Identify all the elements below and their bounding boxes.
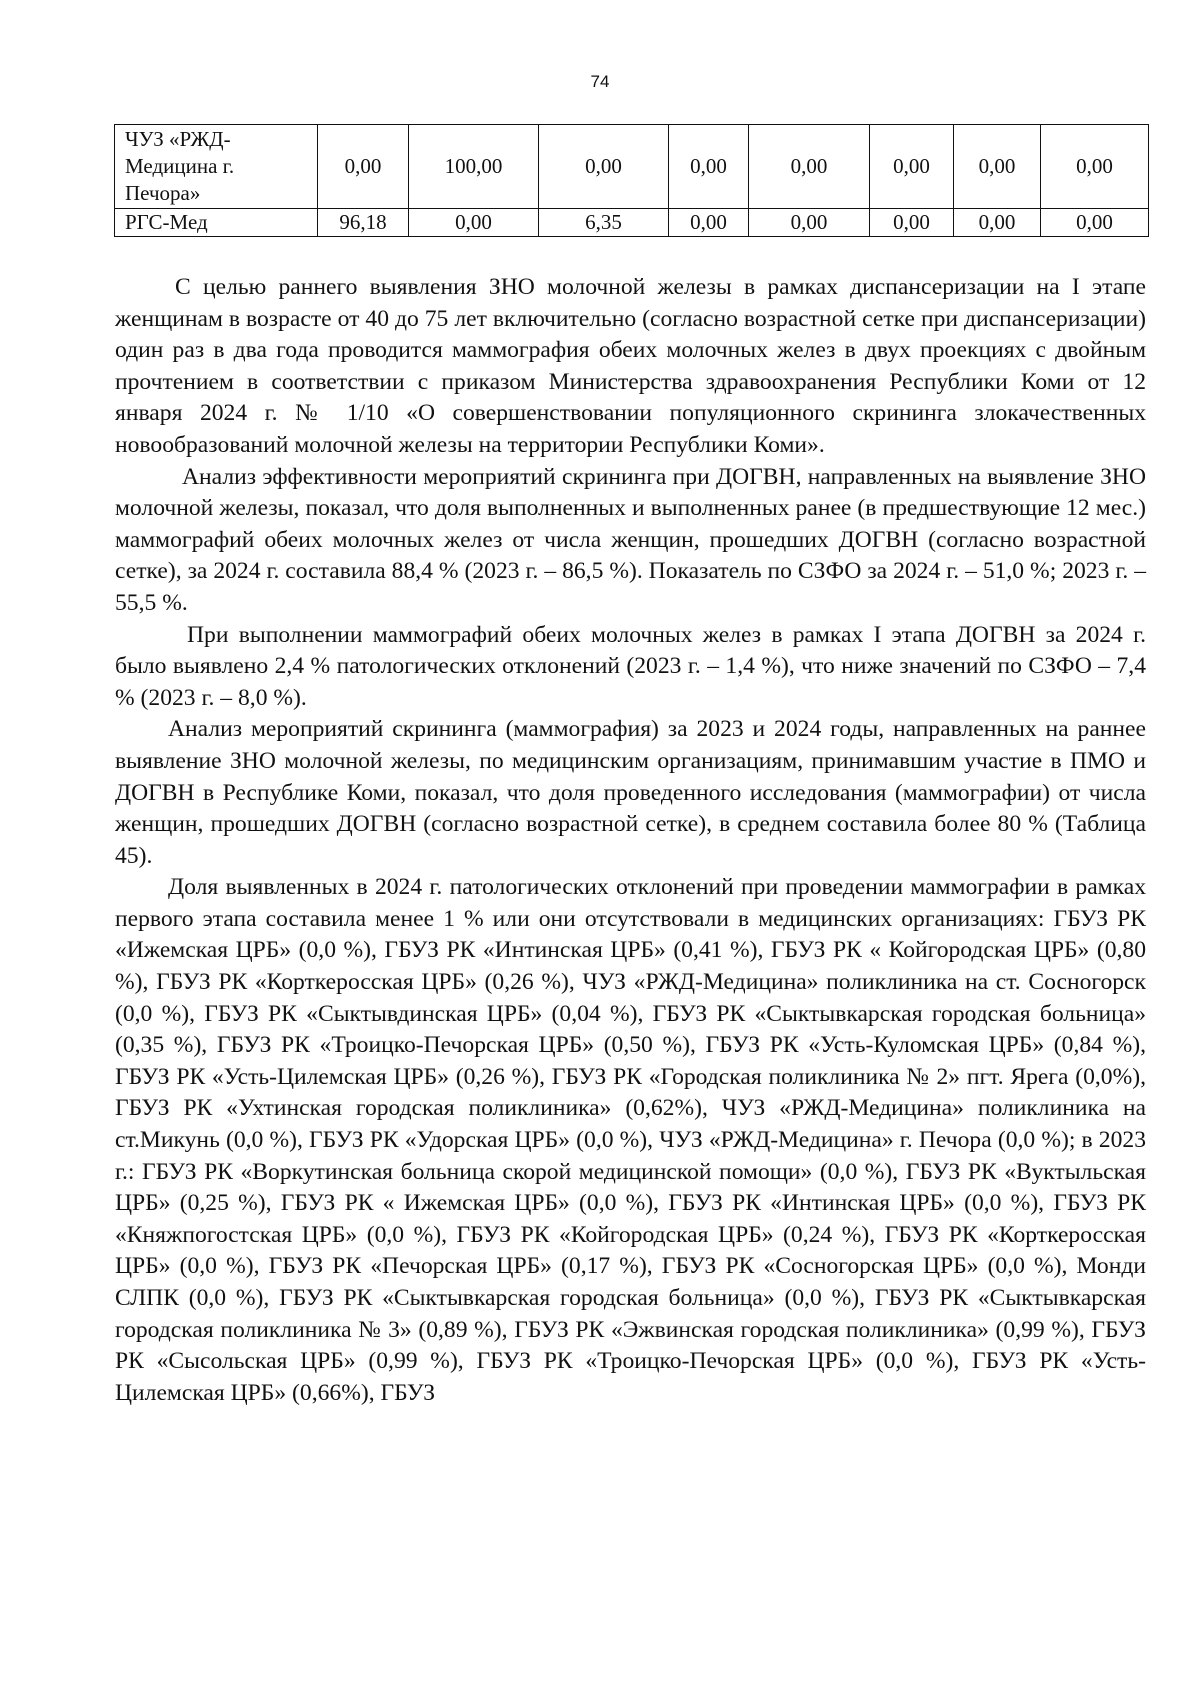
table-cell: 0,00 [669,125,749,209]
paragraph: Анализ мероприятий скрининга (маммография) за 2023 и 2024 годы, направленных на раннее выявление ЗНО молочной железы, по медицинским организациям, принимавшим участие в ПМО и ДОГВН в Республике Коми, показал, что доля проведенного исследования (маммографии) от числа женщин, прошедших ДОГВН (согласно возрастной сетке), в среднем составила более 80 % (Таблица 45). [115,716,1146,869]
table-cell-org: ЧУЗ «РЖД-Медицина г. Печора» [115,125,318,209]
table-cell: 0,00 [539,125,669,209]
table-cell: 0,00 [870,125,954,209]
paragraph: Доля выявленных в 2024 г. патологических отклонений при проведении маммографии в рамках первого этапа составила менее 1 % или они отсутствовали в медицинских организациях: ГБУЗ РК «Ижемская ЦРБ» (0,0 %), ГБУЗ РК «Интинская ЦРБ» (0,41 %), ГБУЗ РК « Койгородская ЦРБ» (0,80 %), ГБУЗ РК «Корткеросская ЦРБ» (0,26 %), ЧУЗ «РЖД-Медицина» поликлиника на ст. Сосногорск (0,0 %), ГБУЗ РК «Сыктывдинская ЦРБ» (0,04 %), ГБУЗ РК «Сыктывкарская городская больница» (0,35 %), ГБУЗ РК «Троицко-Печорская ЦРБ» (0,50 %), ГБУЗ РК «Усть-Куломская ЦРБ» (0,84 %), ГБУЗ РК «Усть-Цилемская ЦРБ» (0,26 %), ГБУЗ РК «Городская поликлиника № 2» пгт. Ярега (0,0%), ГБУЗ РК «Ухтинская городская поликлиника» (0,62%), ЧУЗ «РЖД-Медицина» поликлиника на ст.Микунь (0,0 %), ГБУЗ РК «Удорская ЦРБ» (0,0 %), ЧУЗ «РЖД-Медицина» г. Печора (0,0 %); в 2023 г.: ГБУЗ РК «Воркутинская больница скорой медицинской помощи» (0,0 %), ГБУЗ РК «Вуктыльская ЦРБ» (0,25 %), ГБУЗ РК « Ижемская ЦРБ» (0,0 %), ГБУЗ РК «Интинская ЦРБ» (0,0 %), ГБУЗ РК «Княжпогостская ЦРБ» (0,0 %), ГБУЗ РК «Койгородская ЦРБ» (0,24 %), ГБУЗ РК «Корткеросская ЦРБ» (0,0 %), ГБУЗ РК «Печорская ЦРБ» (0,17 %), ГБУЗ РК «Сосногорская ЦРБ» (0,0 %), Монди СЛПК (0,0 %), ГБУЗ РК «Сыктывкарская городская больница» (0,0 %), ГБУЗ РК «Сыктывкарская городская поликлиника № 3» (0,89 %), ГБУЗ РК «Эжвинская городская поликлиника» (0,99 %), ГБУЗ РК «Сысольская ЦРБ» (0,99 %), ГБУЗ РК «Троицко-Печорская ЦРБ» (0,0 %), ГБУЗ РК «Усть-Цилемская ЦРБ» (0,66%), ГБУЗ [115,874,1146,1406]
table-cell: 0,00 [409,209,539,237]
table-cell: 96,18 [318,209,409,237]
table-cell: 100,00 [409,125,539,209]
table-cell: 0,00 [870,209,954,237]
paragraph: С целью раннего выявления ЗНО молочной железы в рамках диспансеризации на I этапе женщинам в возрасте от 40 до 75 лет включительно (согласно возрастной сетке при диспансеризации) один раз в два года проводится маммография обеих молочных желез в двух проекциях с двойным прочтением в соответствии с приказом Министерства здравоохранения Республики Коми от 12 января 2024 г. № 1/10 «О совершенствовании популяционного скрининга злокачественных новообразований молочной железы на территории Республики Коми». [115,274,1146,458]
table-cell: 6,35 [539,209,669,237]
page-number: 74 [590,72,610,91]
data-table [114,124,1149,237]
paragraph: Анализ эффективности мероприятий скрининга при ДОГВН, направленных на выявление ЗНО молочной железы, показал, что доля выполненных и выполненных ранее (в предшествующие 12 мес.) маммографий обеих молочных желез от числа женщин, прошедших ДОГВН (согласно возрастной сетке), за 2024 г. составила 88,4 % (2023 г. – 86,5 %). Показатель по СЗФО за 2024 г. – 51,0 %; 2023 г. – 55,5 %. [115,463,1146,616]
table-cell-org: РГС-Мед [115,209,318,237]
table-cell: 0,00 [954,125,1041,209]
table-row [115,209,1149,237]
table-cell: 0,00 [1041,125,1149,209]
table-cell: 0,00 [318,125,409,209]
table-cell: 0,00 [749,209,870,237]
table-cell: 0,00 [954,209,1041,237]
body-text [115,272,1146,1409]
table-cell: 0,00 [749,125,870,209]
table-cell: 0,00 [669,209,749,237]
table-row [115,125,1149,209]
paragraph: При выполнении маммографий обеих молочных желез в рамках I этапа ДОГВН за 2024 г. было выявлено 2,4 % патологических отклонений (2023 г. – 1,4 %), что ниже значений по СЗФО – 7,4 % (2023 г. – 8,0 %). [115,621,1146,711]
table-cell: 0,00 [1041,209,1149,237]
